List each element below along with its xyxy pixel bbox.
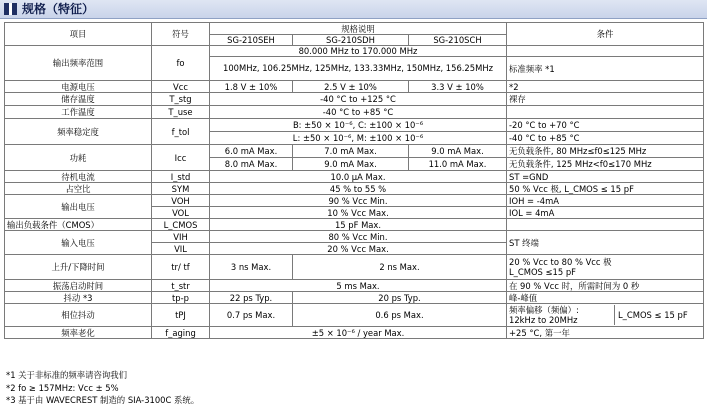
footnotes <box>6 369 199 407</box>
cell-value: -40 °C to +125 °C <box>210 93 507 106</box>
cell-condition <box>507 46 704 57</box>
cell-value: 8.0 mA Max. <box>210 158 293 171</box>
section-header <box>0 0 707 19</box>
cell-condition: *2 <box>507 81 704 93</box>
condition-load: L_CMOS ≤ 15 pF <box>618 310 688 320</box>
row-label: 输入电压 <box>5 231 152 255</box>
row-symbol: L_CMOS <box>152 219 210 231</box>
condition-line: 频率偏移（频偏）: <box>509 305 579 315</box>
table-row <box>5 93 704 106</box>
table-row <box>5 119 704 132</box>
table-row <box>5 231 704 243</box>
cell-value: 5 ms Max. <box>210 280 507 292</box>
footnote: *2 fo ≥ 157MHz: Vcc ± 5% <box>6 382 119 393</box>
footnote: *3 基于由 WAVECREST 制造的 SIA-3100C 系统。 <box>6 395 200 405</box>
cell-value: 2.5 V ± 10% <box>293 81 409 93</box>
row-symbol: Icc <box>152 145 210 171</box>
cell-value: 0.6 ps Max. <box>293 304 507 327</box>
row-symbol: tr/ tf <box>152 255 210 280</box>
cell-value: 22 ps Typ. <box>210 292 293 304</box>
condition-subtable <box>507 305 703 325</box>
condition-line: 20 % Vcc to 80 % Vcc 极 <box>509 257 612 267</box>
cell-value: 3 ns Max. <box>210 255 293 280</box>
cell-condition <box>507 255 704 280</box>
row-symbol: tp-p <box>152 292 210 304</box>
cell-value: 10.0 μA Max. <box>210 171 507 183</box>
cell-value: 3.3 V ± 10% <box>409 81 507 93</box>
table-row <box>5 81 704 93</box>
cell-condition: 无负载条件, 80 MHz≤f0≤125 MHz <box>507 145 704 158</box>
cell-condition: IOL = 4mA <box>507 207 704 219</box>
cell-value: 11.0 mA Max. <box>409 158 507 171</box>
cell-condition: 裸存 <box>507 93 704 106</box>
row-symbol: tPJ <box>152 304 210 327</box>
cell-value: 15 pF Max. <box>210 219 507 231</box>
row-label: 上升/下降时间 <box>5 255 152 280</box>
header-symbol: 符号 <box>152 23 210 46</box>
cell-value: 9.0 mA Max. <box>409 145 507 158</box>
table-row <box>5 195 704 207</box>
row-label: 电源电压 <box>5 81 152 93</box>
table-header-row <box>5 23 704 35</box>
cell-value: ±5 × 10⁻⁶ / year Max. <box>210 327 507 339</box>
cell-condition: IOH = -4mA <box>507 195 704 207</box>
cell-value: 0.7 ps Max. <box>210 304 293 327</box>
row-symbol: Vcc <box>152 81 210 93</box>
cell-value: 80.000 MHz to 170.000 MHz <box>210 46 507 57</box>
cell-condition: ST 终端 <box>507 231 704 255</box>
row-label: 输出频率范围 <box>5 46 152 81</box>
cell-value: -40 °C to +85 °C <box>210 106 507 119</box>
row-label: 工作温度 <box>5 106 152 119</box>
cell-condition <box>507 106 704 119</box>
cell-value: 80 % Vcc Min. <box>210 231 507 243</box>
cell-condition: 在 90 % Vcc 时，所需时间为 0 秒 <box>507 280 704 292</box>
row-symbol: T_use <box>152 106 210 119</box>
table-row <box>5 106 704 119</box>
cell-value: 20 % Vcc Max. <box>210 243 507 255</box>
section-title: 规格（特征） <box>22 2 95 16</box>
table-row <box>5 304 704 327</box>
cell-value: 100MHz, 106.25MHz, 125MHz, 133.33MHz, 150MHz, 156.25MHz <box>210 57 507 81</box>
row-label: 输出电压 <box>5 195 152 219</box>
row-label: 相位抖动 <box>5 304 152 327</box>
cell-value: 1.8 V ± 10% <box>210 81 293 93</box>
cell-condition: -40 °C to +85 °C <box>507 132 704 145</box>
condition-line: 12kHz to 20MHz <box>509 315 578 325</box>
table-row <box>5 171 704 183</box>
row-label: 储存温度 <box>5 93 152 106</box>
row-label: 抖动 *3 <box>5 292 152 304</box>
row-symbol: t_str <box>152 280 210 292</box>
cell-value: 10 % Vcc Max. <box>210 207 507 219</box>
cell-condition: -20 °C to +70 °C <box>507 119 704 132</box>
row-symbol: fo <box>152 46 210 81</box>
cell-value: 45 % to 55 % <box>210 183 507 195</box>
table-row <box>5 219 704 231</box>
header-model: SG-210SDH <box>293 35 409 46</box>
cell-value: 2 ns Max. <box>293 255 507 280</box>
table-row <box>5 183 704 195</box>
row-symbol: I_std <box>152 171 210 183</box>
header-model: SG-210SCH <box>409 35 507 46</box>
cell-value: 7.0 mA Max. <box>293 145 409 158</box>
row-label: 占空比 <box>5 183 152 195</box>
row-symbol: VIH <box>152 231 210 243</box>
row-symbol: VIL <box>152 243 210 255</box>
cell-value: 20 ps Typ. <box>293 292 507 304</box>
row-symbol: f_tol <box>152 119 210 145</box>
table-row <box>5 292 704 304</box>
table-row <box>5 46 704 57</box>
row-symbol: VOH <box>152 195 210 207</box>
cell-value: 90 % Vcc Min. <box>210 195 507 207</box>
row-symbol: VOL <box>152 207 210 219</box>
table-row <box>5 327 704 339</box>
header-spec: 规格说明 <box>210 23 507 35</box>
cell-value: L: ±50 × 10⁻⁶, M: ±100 × 10⁻⁶ <box>210 132 507 145</box>
header-model: SG-210SEH <box>210 35 293 46</box>
cell-condition: 峰-峰值 <box>507 292 704 304</box>
row-symbol: T_stg <box>152 93 210 106</box>
footnote: *1 关于非标准的频率请咨询我们 <box>6 370 128 380</box>
header-item: 项目 <box>5 23 152 46</box>
row-symbol: SYM <box>152 183 210 195</box>
table-row <box>5 255 704 280</box>
cell-condition: 无负载条件, 125 MHz<f0≤170 MHz <box>507 158 704 171</box>
row-label: 频率稳定度 <box>5 119 152 145</box>
section-marker-icon <box>4 3 17 15</box>
row-label: 频率老化 <box>5 327 152 339</box>
spec-table <box>4 22 704 339</box>
cell-condition: +25 °C, 第一年 <box>507 327 704 339</box>
cell-condition: 标准频率 *1 <box>507 57 704 81</box>
row-symbol: f_aging <box>152 327 210 339</box>
condition-freq-offset <box>507 305 615 325</box>
row-label: 待机电流 <box>5 171 152 183</box>
condition-line: L_CMOS ≤15 pF <box>509 267 576 277</box>
cell-condition <box>507 304 704 327</box>
table-row <box>5 145 704 158</box>
cell-condition: ST =GND <box>507 171 704 183</box>
row-label: 振荡启动时间 <box>5 280 152 292</box>
cell-condition <box>507 219 704 231</box>
row-label: 功耗 <box>5 145 152 171</box>
cell-condition: 50 % Vcc 极, L_CMOS ≤ 15 pF <box>507 183 704 195</box>
cell-value: 9.0 mA Max. <box>293 158 409 171</box>
header-conditions: 条件 <box>507 23 704 46</box>
cell-value: B: ±50 × 10⁻⁶, C: ±100 × 10⁻⁶ <box>210 119 507 132</box>
cell-value: 6.0 mA Max. <box>210 145 293 158</box>
table-row <box>5 280 704 292</box>
row-label: 输出负载条件（CMOS） <box>5 219 152 231</box>
